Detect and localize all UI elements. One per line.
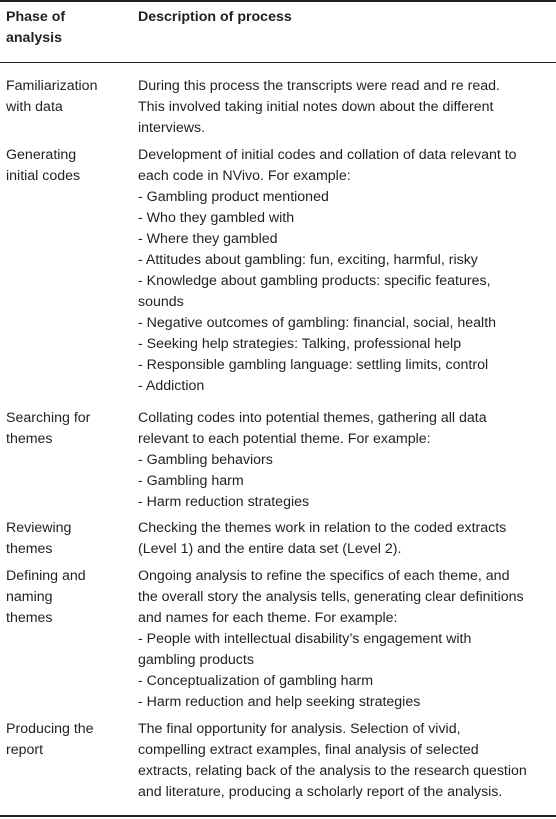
row-description: During this process the transcripts were read and re read. This involved taking initial notes down about the different interviews. [138, 78, 500, 136]
header-description: Description of process [138, 9, 292, 25]
header-phase: Phase of analysis [6, 9, 66, 46]
bottom-rule [0, 815, 556, 817]
row-phase: Familiarization with data [6, 78, 98, 115]
row-description: The final opportunity for analysis. Selection of vivid, compelling extract examples, final analysis of selected extracts, relating back of the analysis to the research question and literature, producing a scholarly report of the analysis. [138, 721, 527, 800]
row-phase: Searching for themes [6, 410, 91, 447]
row-phase: Generating initial codes [6, 147, 81, 184]
row-phase: Producing the report [6, 721, 94, 758]
row-description: Checking the themes work in relation to the coded extracts (Level 1) and the entire data set (Level 2). [138, 520, 507, 557]
row-phase: Defining and naming themes [6, 568, 86, 626]
row-phase: Reviewing themes [6, 520, 72, 557]
row-description: Collating codes into potential themes, gathering all data relevant to each potential theme. For example: - Gambling behaviors - Gambling harm - Harm reduction strategies [138, 410, 487, 510]
top-rule [0, 0, 556, 2]
row-description: Development of initial codes and collation of data relevant to each code in NVivo. For example: - Gambling product mentioned - Who they gambled with - Where they gambled - Attitudes about gambling: fun, exciting, harmful, risky - Knowledge about gambling products: specific features, sounds - Negative outcomes of gambling: financial, social, health - Seeking help strategies: Talking, professional help - Responsible gambling language: settling limits, control - Addiction [138, 147, 517, 394]
row-description: Ongoing analysis to refine the specifics of each theme, and the overall story the analysis tells, generating clear definitions and names for each theme. For example: - People with intellectual disability’s engagement with gambling products - Conceptualization of gambling harm - Harm reduction and help seeking strategies [138, 568, 524, 710]
header-rule [0, 62, 556, 63]
